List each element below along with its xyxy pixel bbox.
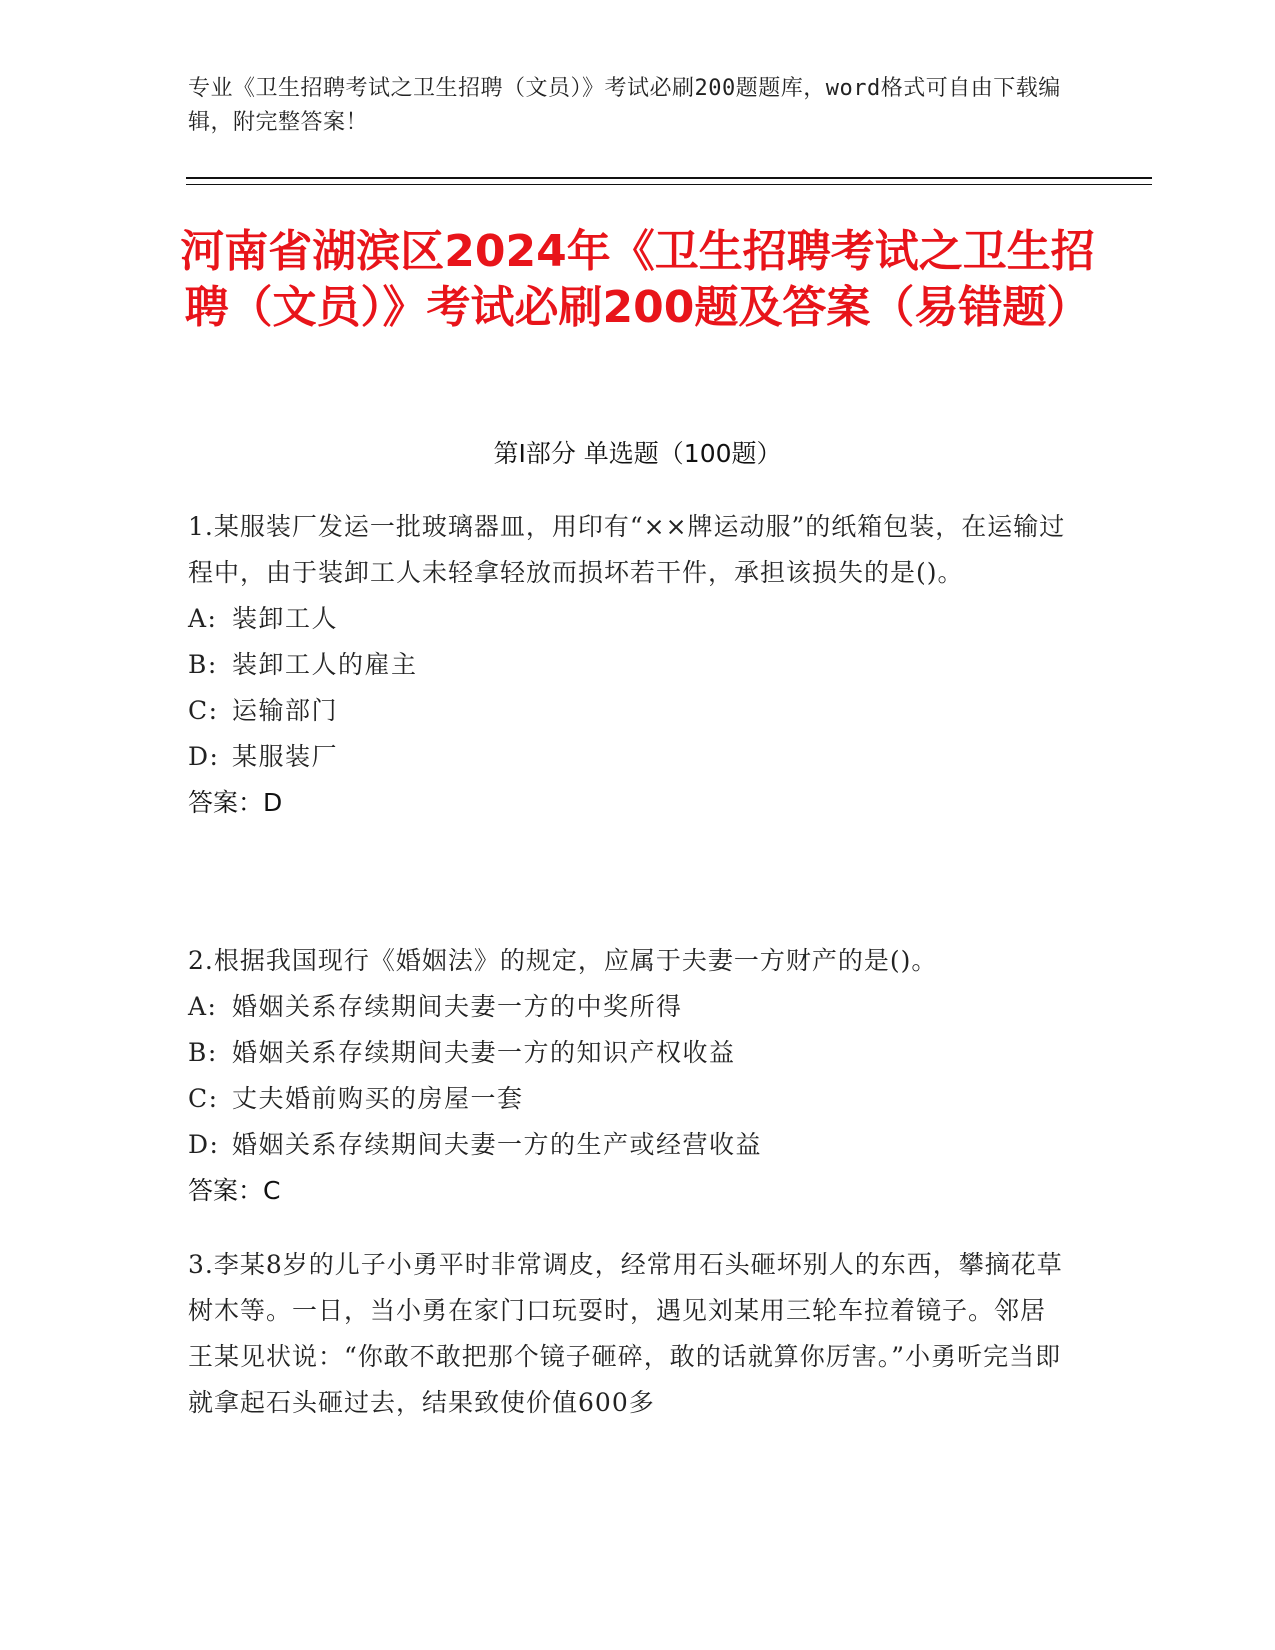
question-3 — [188, 1242, 1068, 1426]
option-a — [188, 596, 1068, 642]
document-title: 河南省湖滨区2024年《卫生招聘考试之卫生招聘（文员）》考试必刷200题及答案（易错题） — [180, 226, 1095, 333]
option-text: 某服装厂 — [232, 742, 339, 771]
option-letter: D: — [188, 1130, 220, 1159]
question-stem: 3.李某8岁的儿子小勇平时非常调皮，经常用石头砸坏别人的东西，攀摘花草树木等。一日，当小勇在家门口玩耍时，遇见刘某用三轮车拉着镜子。邻居王某见状说：“你敢不敢把那个镜子砸碎，敢的话就算你厉害。”小勇听完当即就拿起石头砸过去，结果致使价值600多 — [188, 1250, 1063, 1417]
option-letter: B: — [188, 1038, 218, 1067]
answer-line: 答案：C — [188, 1176, 281, 1205]
option-text: 婚姻关系存续期间夫妻一方的中奖所得 — [232, 992, 683, 1021]
option-text: 装卸工人 — [232, 604, 339, 633]
option-letter: D: — [188, 742, 220, 771]
question-stem: 1.某服装厂发运一批玻璃器皿，用印有“××牌运动服”的纸箱包装，在运输过程中，由于装卸工人未轻拿轻放而损坏若干件，承担该损失的是()。 — [188, 512, 1066, 587]
option-letter: C: — [188, 696, 219, 725]
option-letter: C: — [188, 1084, 219, 1113]
option-text: 丈夫婚前购买的房屋一套 — [232, 1084, 524, 1113]
option-text: 婚姻关系存续期间夫妻一方的知识产权收益 — [232, 1038, 736, 1067]
option-text: 装卸工人的雇主 — [232, 650, 418, 679]
option-c — [188, 688, 1068, 734]
option-d — [188, 734, 1068, 780]
option-a — [188, 984, 1068, 1030]
option-b — [188, 1030, 1068, 1076]
option-letter: A: — [188, 992, 218, 1021]
question-stem: 2.根据我国现行《婚姻法》的规定，应属于夫妻一方财产的是()。 — [188, 946, 938, 975]
option-d — [188, 1122, 1068, 1168]
option-c — [188, 1076, 1068, 1122]
option-b — [188, 642, 1068, 688]
question-2 — [188, 938, 1068, 1214]
option-text: 婚姻关系存续期间夫妻一方的生产或经营收益 — [232, 1130, 763, 1159]
answer-line: 答案：D — [188, 788, 283, 817]
header-divider-thin — [186, 184, 1152, 185]
option-text: 运输部门 — [232, 696, 339, 725]
section-heading: 第Ⅰ部分 单选题（100题） — [493, 439, 782, 468]
question-1 — [188, 504, 1068, 826]
option-letter: A: — [188, 604, 218, 633]
header-divider — [186, 177, 1152, 179]
option-letter: B: — [188, 650, 218, 679]
header-note: 专业《卫生招聘考试之卫生招聘（文员）》考试必刷200题题库，word格式可自由下载编辑，附完整答案！ — [188, 76, 1061, 135]
